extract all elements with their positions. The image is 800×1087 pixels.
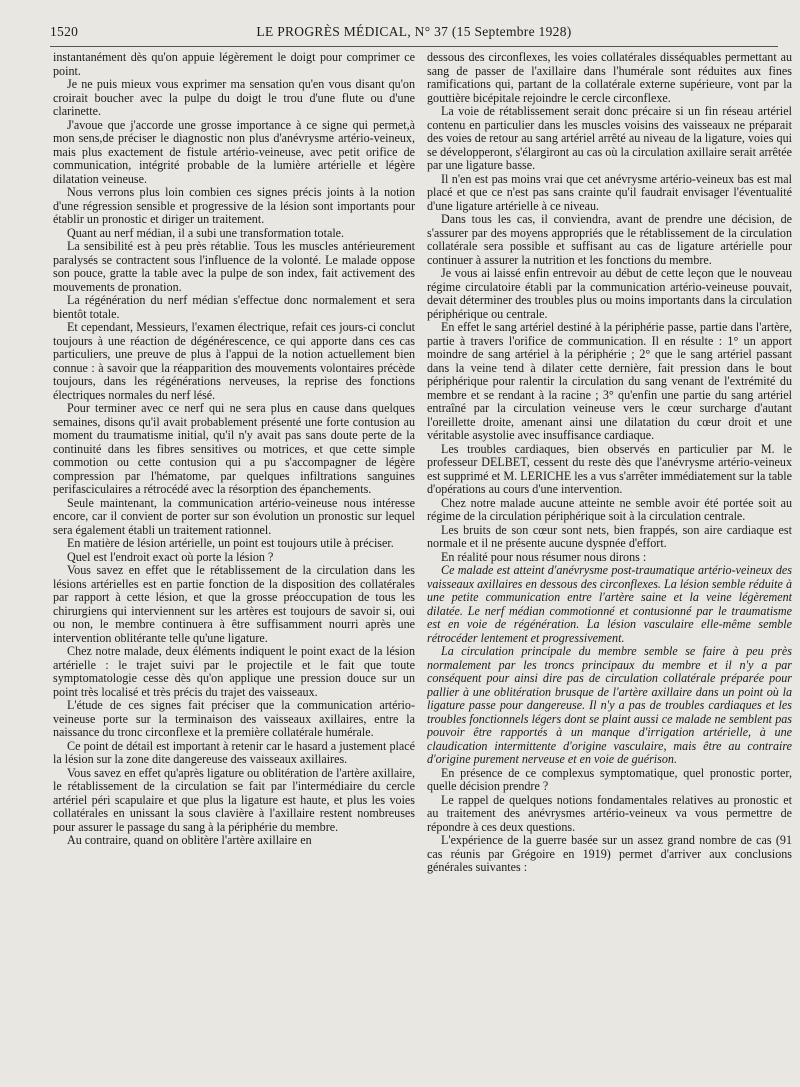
page-number: 1520 [50,24,79,39]
paragraph: L'étude de ces signes fait préciser que la communication artério-veineuse porte sur la terminaison des vaisseaux axillaires, entre la naissance du tronc circonflexe et la première collatérale humérale. [53,698,415,739]
paragraph: Et cependant, Messieurs, l'examen électrique, refait ces jours-ci conclut toujours à une réaction de dégénérescence, ce qui apporte dans ces cas particuliers, une preuve de plus à l'appui de la notion actuellement bien connue : à savoir que la réapparition des mouvements volontaires précède toujours, dans les régénérations nerveuses, la reprise des fonctions électriques normales du nerf lésé. [53,320,415,402]
paragraph: J'avoue que j'accorde une grosse importance à ce signe qui permet,à mon sens,de préciser le diagnostic non plus d'anévrysme artério-veineux, mais plus exactement de fistule artério-veineuse, avec petit orifice de communication, intégrité probable de la lumière artérielle et légère dilatation veineuse. [53,117,415,186]
paragraph: En présence de ce complexus symptomatique, quel pronostic porter, quelle décision prendre ? [427,765,792,793]
paragraph: Je vous ai laissé enfin entrevoir au début de cette leçon que le nouveau régime circulatoire établi par la communication artério-veineuse pouvait, devait déterminer des troubles plus ou moins importants dans la circulation périphérique ou centrale. [427,266,792,321]
paragraph: En matière de lésion artérielle, un point est toujours utile à préciser. [67,536,394,550]
paragraph: En effet le sang artériel destiné à la périphérie passe, partie dans l'artère, partie à travers l'orifice de communication. Il en résulte : 1° un apport moindre de sang artériel à la périphérie ; 2° que le sang artériel passant dans la veine tend à dilater cette dernière, fait pression dans le bout périphérique pour ralentir la circulation du sang venant de l'extrémité du membre et se rendant à la racine ; 3° qu'enfin une partie du sang artériel entraîné par la circulation veineuse vers le cœur surcharge d'autant l'oreillette droite, amenant ainsi une dilatation du cœur droit et une véritable asystolie avec insuffisance cardiaque. [427,320,792,442]
paragraph: Dans tous les cas, il conviendra, avant de prendre une décision, de s'assurer par des moyens appropriés que le rétablissement de la circulation collatérale sera possible et suffisant au cas de ligature artérielle pour continuer à assurer la nutrition et les fonctions du membre. [427,212,792,267]
paragraph: Les troubles cardiaques, bien observés en particulier par M. le professeur DELBET, cessent du reste dès que l'anévrysme artério-veineux est supprimé et M. LERICHE les a vus s'arrêter immédiatement sur la table d'opérations au cours d'une intervention. [427,441,792,496]
paragraph: La régénération du nerf médian s'effectue donc normalement et sera bientôt totale. [53,293,415,321]
paragraph: Seule maintenant, la communication artério-veineuse nous intéresse encore, car il convient de porter sur son évolution un pronostic sur lequel sera également établi un traitement rationnel. [53,495,415,537]
journal-title: LE PROGRÈS MÉDICAL, N° 37 (15 Septembre 1928) [256,24,572,39]
paragraph: Ce point de détail est important à retenir car le hasard a justement placé la lésion sur la zone dite dangereuse des vaisseaux axillaires. [53,738,415,766]
paragraph: La circulation principale du membre semble se faire à peu près normalement par les troncs principaux du membre et il n'y a par conséquent pour ainsi dire pas de circulation collatérale préparée pour pallier à une oblitération brusque de l'artère axillaire dans un point où la ligature passe pour dangereuse. Il n'y a pas de troubles cardiaques et les troubles fonctionnels légers dont se plaint aussi ce malade ne semblent pas pouvoir être rapportés à un manque d'irrigation artérielle, à une claudication intermittente d'origine vasculaire, mais être au contraire d'origine purement nerveuse et en voie de guérison. [427,644,792,766]
running-header [50,24,778,46]
paragraph: Le rappel de quelques notions fondamentales relatives au pronostic et au traitement des anévrysmes artério-veineux va vous permettre de répondre à ces deux questions. [427,792,792,834]
paragraph: Chez notre malade, deux éléments indiquent le point exact de la lésion artérielle : le trajet suivi par le projectile et le fait que toute symptomatologie cesse dès qu'on applique une pression douce sur un point très localisé et très précis du trajet des vaisseaux. [53,644,415,699]
header-rule [50,46,778,47]
paragraph: Ce malade est atteint d'anévrysme post-traumatique artério-veineux des vaisseaux axillaires en dessous des circonflexes. La lésion semble réduite à une petite communication entre l'artère saine et la veine légèrement dilatée. Le nerf médian commotionné et contusionné par le traumatisme est en voie de régénération. La lésion vasculaire elle-même semble rétrocéder lentement et progressivement. [427,563,792,645]
paragraph: Quant au nerf médian, il a subi une transformation totale. [67,225,345,240]
paragraph: Au contraire, quand on oblitère l'artère axillaire en [67,833,312,847]
right-column [427,51,792,1071]
paragraph: Vous savez en effet qu'après ligature ou oblitération de l'artère axillaire, le rétablissement de la circulation se fait par l'intermédiaire du cercle artériel péri scapulaire et que plus la ligature est haute, et plus les voies collatérales en unissant la sous clavière à l'axillaire restent nombreuses pour assurer le passage du sang à la périphérie du membre. [53,765,415,834]
paragraph: Il n'en est pas moins vrai que cet anévrysme artério-veineux bas est mal placé et que ce n'est pas sans crainte qu'il faudrait envisager l'éventualité d'une ligature artérielle à ce niveau. [427,171,792,213]
paragraph: Vous savez en effet que le rétablissement de la circulation dans les lésions artérielles est en partie fonction de la disposition des collatérales par rapport à cette lésion, et que la grosse préoccupation de tous les chirurgiens qui interviennent sur les artères est toujours de savoir si, oui ou non, le membre continuera à être suffisamment nourri après une intervention oblitérante telle qu'une ligature. [53,563,415,645]
paragraph: dessous des circonflexes, les voies collatérales disséquables permettant au sang de passer de l'axillaire dans l'humérale sont réduites aux fines ramifications qui, partant de la collatérale externe supérieure, vont par la gouttière bicépitale rejoindre le cercle circonflexe. [427,51,792,105]
paragraph: L'expérience de la guerre basée sur un assez grand nombre de cas (91 cas réunis par Grégoire en 1919) permet d'arriver aux conclusions générales suivantes : [427,833,792,874]
paragraph: Nous verrons plus loin combien ces signes précis joints à la notion d'une régression sensible et progressive de la lésion sont importants pour établir un pronostic et diriger un traitement. [53,185,415,226]
paragraph: En réalité pour nous résumer nous dirons : [441,549,647,564]
paragraph: Quel est l'endroit exact où porte la lésion ? [67,549,274,564]
paragraph: Chez notre malade aucune atteinte ne semble avoir été portée soit au régime de la circulation périphérique soit à la circulation centrale. [427,495,792,523]
paragraph: La sensibilité est à peu près rétablie. Tous les muscles antérieurement paralysés se contractent sous l'influence de la volonté. Le malade oppose son pouce, gratte la table avec la pulpe de son index, fait activement des mouvements de pronation. [53,239,415,294]
paragraph: La voie de rétablissement serait donc précaire si un fin réseau artériel contenu en particulier dans les muscles voisins des vaisseaux ne préparait des voies de retour au sang artériel arrêté au niveau de la ligature, voies qui se développeront, s'élargiront au cas où la circulation axillaire serait arrêtée par une ligature basse. [427,104,792,172]
paragraph: Les bruits de son cœur sont nets, bien frappés, son aire cardiaque est normale et il ne présente aucune dyspnée d'effort. [427,522,792,550]
paragraph: Pour terminer avec ce nerf qui ne sera plus en cause dans quelques semaines, disons qu'il avait probablement présenté une forte contusion au moment du traumatisme initial, qu'il n'y avait pas sans doute perte de la continuité dans les fibres sensitives ou motrices, et que cette simple commotion ou cette contusion qui a pu s'accompagner de légère compression par l'hématome, par quelques infiltrations sanguines perifasciculaires a rétrocédé avec la résorption des épanchements. [53,401,415,496]
paragraph: instantanément dès qu'on appuie légèrement le doigt pour comprimer ce point. [53,51,415,78]
paragraph: Je ne puis mieux vous exprimer ma sensation qu'en vous disant qu'on croirait boucher avec la pulpe du doigt le trou d'une flute ou d'une clarinette. [53,77,415,118]
left-column [53,51,415,1071]
